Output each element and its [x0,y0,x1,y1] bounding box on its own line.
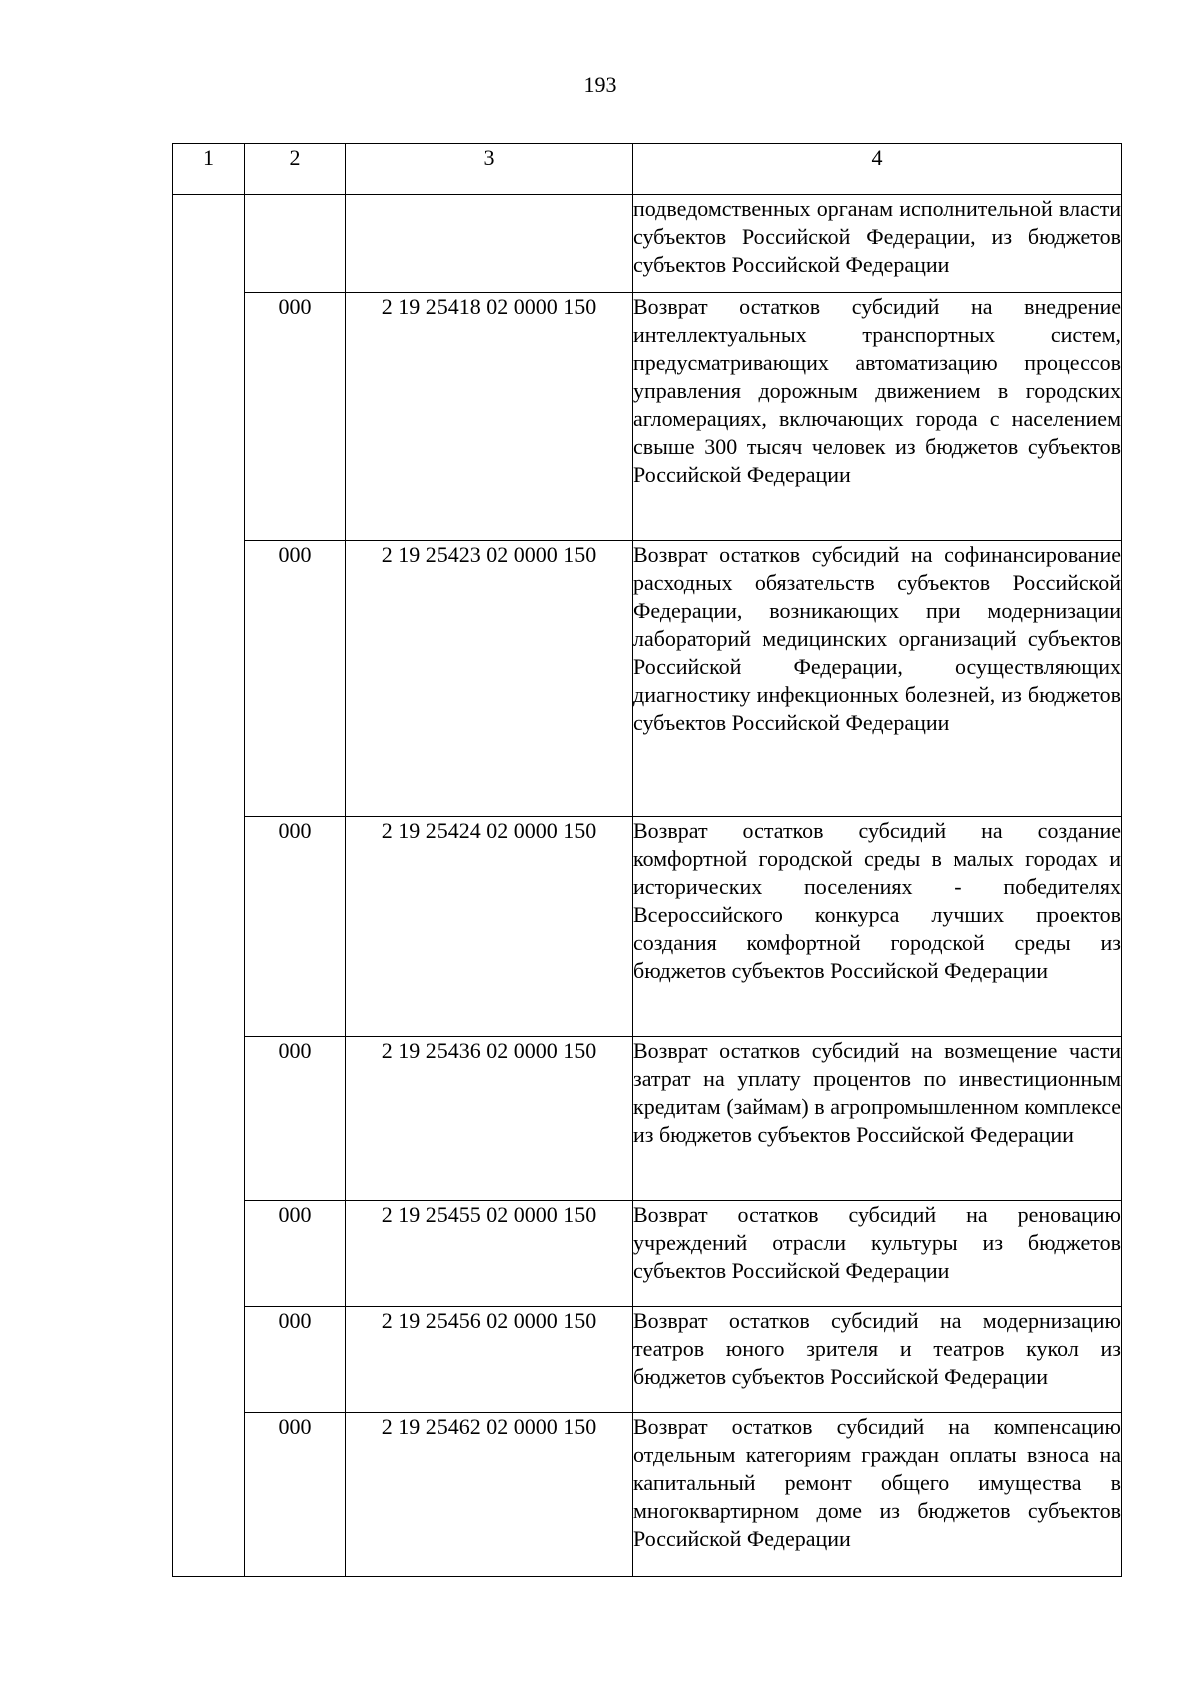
admin-code-cell: 000 [245,1201,346,1307]
kbk-code-cell [346,195,633,293]
admin-code-cell: 000 [245,293,346,541]
table-row [173,1201,1122,1307]
table-row [173,1307,1122,1413]
page-number: 193 [583,72,617,97]
table-row [173,541,1122,817]
table-row-continued [173,195,1122,293]
description-cell: Возврат остатков субсидий на возмещение части затрат на уплату процентов по инвестиционным кредитам (займам) в агропромышленном комплексе из бюджетов субъектов Российской Федерации [633,1037,1122,1201]
description-cell: Возврат остатков субсидий на создание комфортной городской среды в малых городах и исторических поселениях - победителях Всероссийского конкурса лучших проектов создания комфортной городской среды из бюджетов субъектов Российской Федерации [633,817,1122,1037]
admin-code-cell: 000 [245,1413,346,1577]
description-cell: Возврат остатков субсидий на софинансирование расходных обязательств субъектов Российской Федерации, возникающих при модернизации лабораторий медицинских организаций субъектов Российской Федерации, осуществляющих диагностику инфекционных болезней, из бюджетов субъектов Российской Федерации [633,541,1122,817]
column-1-cell [173,293,245,541]
kbk-code-cell: 2 19 25456 02 0000 150 [346,1307,633,1413]
kbk-code-cell: 2 19 25436 02 0000 150 [346,1037,633,1201]
description-cell: подведомственных органам исполнительной власти субъектов Российской Федерации, из бюджетов субъектов Российской Федерации [633,195,1122,293]
column-1-cell [173,1037,245,1201]
table-row [173,817,1122,1037]
admin-code-cell: 000 [245,1037,346,1201]
kbk-code-cell: 2 19 25455 02 0000 150 [346,1201,633,1307]
description-cell: Возврат остатков субсидий на реновацию учреждений отрасли культуры из бюджетов субъектов Российской Федерации [633,1201,1122,1307]
table-row [173,1037,1122,1201]
column-1-cell [173,817,245,1037]
description-cell: Возврат остатков субсидий на модернизацию театров юного зрителя и театров кукол из бюджетов субъектов Российской Федерации [633,1307,1122,1413]
admin-code-cell [245,195,346,293]
table-row [173,293,1122,541]
column-1-cell [173,1307,245,1413]
column-header-1: 1 [173,144,245,195]
table-row [173,1413,1122,1577]
kbk-code-cell: 2 19 25462 02 0000 150 [346,1413,633,1577]
column-header-4: 4 [633,144,1122,195]
description-cell: Возврат остатков субсидий на внедрение интеллектуальных транспортных систем, предусматривающих автоматизацию процессов управления дорожным движением в городских агломерациях, включающих города с населением свыше 300 тысяч человек из бюджетов субъектов Российской Федерации [633,293,1122,541]
admin-code-cell: 000 [245,817,346,1037]
kbk-code-cell: 2 19 25423 02 0000 150 [346,541,633,817]
column-header-2: 2 [245,144,346,195]
kbk-code-cell: 2 19 25418 02 0000 150 [346,293,633,541]
table-header-row [173,144,1122,195]
admin-code-cell: 000 [245,1307,346,1413]
column-1-cell [173,1201,245,1307]
admin-code-cell: 000 [245,541,346,817]
column-1-cell [173,1413,245,1577]
column-header-3: 3 [346,144,633,195]
column-1-cell [173,195,245,293]
kbk-code-cell: 2 19 25424 02 0000 150 [346,817,633,1037]
budget-classification-table [172,143,1122,1577]
column-1-cell [173,541,245,817]
description-cell: Возврат остатков субсидий на компенсацию отдельным категориям граждан оплаты взноса на капитальный ремонт общего имущества в многоквартирном доме из бюджетов субъектов Российской Федерации [633,1413,1122,1577]
